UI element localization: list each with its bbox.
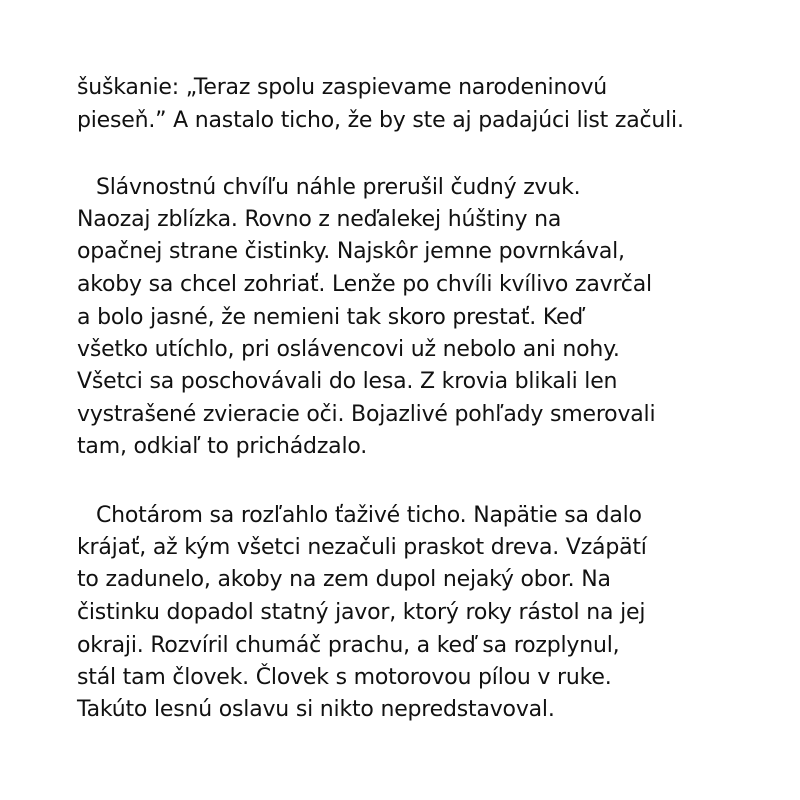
text-line: akoby sa chcel zohriať. Lenže po chvíli kvílivo zavrčal	[77, 272, 652, 297]
text-line: Naozaj zblízka. Rovno z neďalekej húštiny na	[77, 207, 562, 232]
text-line: Všetci sa poschovávali do lesa. Z krovia blikali len	[77, 369, 618, 394]
text-line: čistinku dopadol statný javor, ktorý roky rástol na jej	[77, 600, 646, 625]
text-line: krájať, až kým všetci nezačuli praskot dreva. Vzápätí	[77, 535, 647, 560]
text-line: opačnej strane čistinky. Najskôr jemne povrnkával,	[77, 239, 625, 264]
text-line: vystrašené zvieracie oči. Bojazlivé pohľady smerovali	[77, 402, 656, 427]
text-line: všetko utíchlo, pri oslávencovi už nebolo ani nohy.	[77, 337, 620, 362]
text-line: to zadunelo, akoby na zem dupol nejaký obor. Na	[77, 567, 611, 592]
text-line: šuškanie: „Teraz spolu zaspievame narodeninovú	[77, 75, 608, 100]
text-line: pieseň.” A nastalo ticho, že by ste aj padajúci list začuli.	[77, 108, 684, 133]
paragraph-first-line: Slávnostnú chvíľu náhle prerušil čudný zvuk.	[96, 175, 581, 200]
text-line: okraji. Rozvíril chumáč prachu, a keď sa rozplynul,	[77, 633, 620, 658]
paragraph-first-line: Chotárom sa rozľahlo ťaživé ticho. Napätie sa dalo	[96, 503, 642, 528]
text-line: Takúto lesnú oslavu si nikto nepredstavoval.	[77, 697, 555, 722]
text-line: a bolo jasné, že nemieni tak skoro prestať. Keď	[77, 305, 584, 330]
text-line: stál tam človek. Človek s motorovou pílou v ruke.	[77, 665, 612, 690]
text-line: tam, odkiaľ to prichádzalo.	[77, 434, 368, 459]
